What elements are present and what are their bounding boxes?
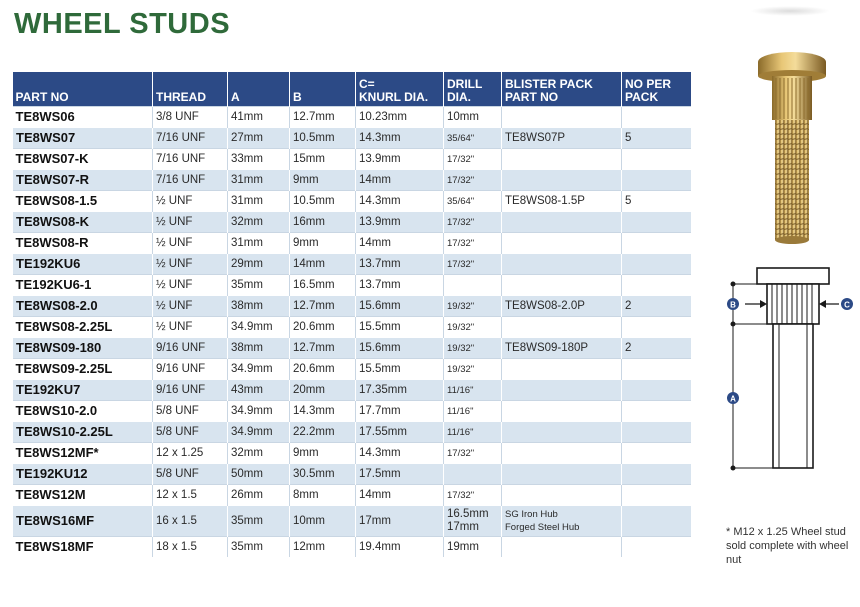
table-header-row xyxy=(13,72,691,107)
drill-dia-cell xyxy=(444,443,502,464)
drill-dia-cell xyxy=(444,401,502,422)
thread-cell: ½ UNF xyxy=(153,296,228,317)
table-row xyxy=(13,149,691,170)
per-pack-cell xyxy=(622,149,691,170)
diagram-head xyxy=(757,268,829,284)
thread-cell: 7/16 UNF xyxy=(153,149,228,170)
knurl-dia-cell: 13.7mm xyxy=(356,254,444,275)
knurl-dia-cell: 13.9mm xyxy=(356,149,444,170)
drill-dia-value: 11/16" xyxy=(447,405,474,417)
per-pack-cell xyxy=(622,506,691,537)
dimension-a-cell: 34.9mm xyxy=(228,359,290,380)
drill-dia-cell xyxy=(444,464,502,485)
thread-cell: 5/8 UNF xyxy=(153,422,228,443)
dimension-b-cell: 10.5mm xyxy=(290,128,356,149)
column-header-line: PART NO xyxy=(505,90,559,104)
per-pack-cell xyxy=(622,212,691,233)
dimension-a-cell: 27mm xyxy=(228,128,290,149)
per-pack-cell xyxy=(622,401,691,422)
thread-cell: 9/16 UNF xyxy=(153,338,228,359)
per-pack-cell xyxy=(622,170,691,191)
dimension-b-cell: 20mm xyxy=(290,380,356,401)
dimension-a-cell: 34.9mm xyxy=(228,401,290,422)
column-header xyxy=(622,72,691,107)
dimension-b-cell: 20.6mm xyxy=(290,359,356,380)
drill-dia-cell xyxy=(444,537,502,558)
dimension-a-cell: 34.9mm xyxy=(228,317,290,338)
dimension-a-cell: 41mm xyxy=(228,107,290,128)
dimension-b-cell: 16.5mm xyxy=(290,275,356,296)
per-pack-cell xyxy=(622,422,691,443)
blister-pack-cell xyxy=(502,359,622,380)
per-pack-cell xyxy=(622,485,691,506)
column-header-line: NO PER xyxy=(625,77,672,91)
dimension-a-cell: 31mm xyxy=(228,233,290,254)
per-pack-cell: 5 xyxy=(622,128,691,149)
dimension-a-cell: 32mm xyxy=(228,212,290,233)
part-number-cell: TE8WS07 xyxy=(13,128,153,149)
dimension-b-cell: 8mm xyxy=(290,485,356,506)
drill-dia-cell xyxy=(444,296,502,317)
column-header xyxy=(502,72,622,107)
per-pack-cell xyxy=(622,317,691,338)
per-pack-cell: 2 xyxy=(622,338,691,359)
table-row xyxy=(13,506,691,537)
drill-dia-cell xyxy=(444,485,502,506)
drill-dia-cell xyxy=(444,380,502,401)
dimension-b-cell: 10mm xyxy=(290,506,356,537)
column-header-line: PACK xyxy=(625,90,659,104)
blister-pack-cell xyxy=(502,422,622,443)
per-pack-cell: 2 xyxy=(622,296,691,317)
part-number-cell: TE8WS12MF* xyxy=(13,443,153,464)
dimension-a-cell: 50mm xyxy=(228,464,290,485)
dimension-b-cell: 30.5mm xyxy=(290,464,356,485)
table-row xyxy=(13,296,691,317)
table-row xyxy=(13,464,691,485)
drill-dia-value: 19/32" xyxy=(447,342,475,354)
knurl-dia-cell: 14.3mm xyxy=(356,191,444,212)
thread-cell: ½ UNF xyxy=(153,275,228,296)
thread-cell: ½ UNF xyxy=(153,212,228,233)
part-number-cell: TE8WS08-2.25L xyxy=(13,317,153,338)
blister-pack-cell xyxy=(502,233,622,254)
per-pack-cell xyxy=(622,107,691,128)
per-pack-cell xyxy=(622,464,691,485)
part-number-cell: TE8WS12M xyxy=(13,485,153,506)
drill-dia-value: 19/32" xyxy=(447,363,475,375)
blister-pack-cell xyxy=(502,296,622,317)
part-number-cell: TE8WS18MF xyxy=(13,537,153,558)
blister-pack-cell xyxy=(502,317,622,338)
drill-dia-value: 17/32" xyxy=(447,216,475,228)
table-row xyxy=(13,338,691,359)
thread-cell: 5/8 UNF xyxy=(153,464,228,485)
table-row xyxy=(13,107,691,128)
knurl-dia-cell: 14mm xyxy=(356,485,444,506)
table-row xyxy=(13,170,691,191)
table-row xyxy=(13,317,691,338)
stud-dimension-diagram xyxy=(715,262,857,477)
blister-pack-value: TE8WS08-1.5P xyxy=(505,194,585,207)
column-header-line: DIA. xyxy=(447,90,471,104)
blister-pack-value: Forged Steel Hub xyxy=(505,522,580,533)
part-number-cell: TE8WS06 xyxy=(13,107,153,128)
dimension-b-cell: 20.6mm xyxy=(290,317,356,338)
blister-pack-value: TE8WS07P xyxy=(505,131,566,144)
thread-cell: 16 x 1.5 xyxy=(153,506,228,537)
table-row xyxy=(13,422,691,443)
dimension-a-cell: 38mm xyxy=(228,338,290,359)
per-pack-cell xyxy=(622,233,691,254)
blister-pack-cell xyxy=(502,170,622,191)
drill-dia-cell xyxy=(444,233,502,254)
dimension-a-cell: 31mm xyxy=(228,191,290,212)
column-header-line: PART NO xyxy=(15,90,69,104)
drill-dia-value: 17/32" xyxy=(447,258,475,270)
blister-pack-value: TE8WS09-180P xyxy=(505,341,589,354)
knurl-dia-cell: 13.7mm xyxy=(356,275,444,296)
drill-dia-cell xyxy=(444,170,502,191)
column-header xyxy=(290,72,356,107)
table-row xyxy=(13,233,691,254)
part-number-cell: TE8WS10-2.25L xyxy=(13,422,153,443)
dimension-a-cell: 29mm xyxy=(228,254,290,275)
page-title: WHEEL STUDS xyxy=(14,8,231,40)
table-row xyxy=(13,212,691,233)
decorative-blur xyxy=(750,6,830,16)
column-header-line: A xyxy=(231,90,240,104)
per-pack-cell xyxy=(622,275,691,296)
part-number-cell: TE8WS09-180 xyxy=(13,338,153,359)
blister-pack-cell xyxy=(502,254,622,275)
per-pack-cell xyxy=(622,443,691,464)
part-number-cell: TE192KU6 xyxy=(13,254,153,275)
thread-cell: 18 x 1.5 xyxy=(153,537,228,558)
blister-pack-cell xyxy=(502,401,622,422)
part-number-cell: TE192KU7 xyxy=(13,380,153,401)
knurl-dia-cell: 17mm xyxy=(356,506,444,537)
blister-pack-cell xyxy=(502,338,622,359)
knurl-dia-cell: 17.5mm xyxy=(356,464,444,485)
table-row xyxy=(13,380,691,401)
per-pack-cell xyxy=(622,254,691,275)
dimension-b-cell: 9mm xyxy=(290,233,356,254)
dimension-b-cell: 10.5mm xyxy=(290,191,356,212)
part-number-cell: TE8WS08-R xyxy=(13,233,153,254)
knurl-dia-cell: 17.55mm xyxy=(356,422,444,443)
blister-pack-cell xyxy=(502,275,622,296)
drill-dia-value: 11/16" xyxy=(447,384,474,396)
blister-pack-cell xyxy=(502,485,622,506)
footnote: * M12 x 1.25 Wheel stud sold complete with wheel nut xyxy=(726,526,849,566)
knurl-dia-cell: 17.7mm xyxy=(356,401,444,422)
dimension-a-cell: 43mm xyxy=(228,380,290,401)
table-row xyxy=(13,254,691,275)
stud-thread xyxy=(775,120,809,240)
per-pack-cell: 5 xyxy=(622,191,691,212)
dimension-b-cell: 12.7mm xyxy=(290,107,356,128)
part-number-cell: TE8WS10-2.0 xyxy=(13,401,153,422)
column-header-line: DRILL xyxy=(447,77,483,91)
blister-pack-cell xyxy=(502,128,622,149)
part-number-cell: TE192KU12 xyxy=(13,464,153,485)
part-number-cell: TE8WS08-1.5 xyxy=(13,191,153,212)
dimension-b-cell: 16mm xyxy=(290,212,356,233)
column-header-line: KNURL DIA. xyxy=(359,90,429,104)
drill-dia-value: 17/32" xyxy=(447,174,475,186)
dimension-b-cell: 12mm xyxy=(290,537,356,558)
dimension-b-cell: 12.7mm xyxy=(290,296,356,317)
thread-cell: ½ UNF xyxy=(153,233,228,254)
knurl-dia-cell: 14.3mm xyxy=(356,443,444,464)
drill-dia-cell xyxy=(444,212,502,233)
dimension-a-cell: 35mm xyxy=(228,537,290,558)
dimension-a-cell: 31mm xyxy=(228,170,290,191)
column-header-line: THREAD xyxy=(156,90,206,104)
table-row xyxy=(13,401,691,422)
column-header xyxy=(153,72,228,107)
part-number-cell: TE8WS07-K xyxy=(13,149,153,170)
blister-pack-cell xyxy=(502,537,622,558)
drill-dia-value: 17/32" xyxy=(447,237,475,249)
drill-dia-value: 17/32" xyxy=(447,489,475,501)
drill-dia-value: 19mm xyxy=(447,540,479,553)
knurl-dia-cell: 14mm xyxy=(356,170,444,191)
column-header xyxy=(13,72,153,107)
column-header-line: C= xyxy=(359,77,375,91)
knurl-dia-cell: 14mm xyxy=(356,233,444,254)
knurl-dia-cell: 13.9mm xyxy=(356,212,444,233)
dimension-c-label: C xyxy=(844,300,850,310)
wheel-studs-table-container xyxy=(12,72,690,557)
drill-dia-cell xyxy=(444,149,502,170)
knurl-dia-cell: 15.5mm xyxy=(356,359,444,380)
knurl-dia-cell: 15.5mm xyxy=(356,317,444,338)
drill-dia-cell xyxy=(444,317,502,338)
knurl-dia-cell: 10.23mm xyxy=(356,107,444,128)
per-pack-cell xyxy=(622,537,691,558)
knurl-dia-cell: 14.3mm xyxy=(356,128,444,149)
dimension-a-cell: 32mm xyxy=(228,443,290,464)
table-row xyxy=(13,485,691,506)
drill-dia-value: 10mm xyxy=(447,110,479,123)
part-number-cell: TE8WS07-R xyxy=(13,170,153,191)
drill-dia-cell xyxy=(444,128,502,149)
per-pack-cell xyxy=(622,359,691,380)
drill-dia-value: 19/32" xyxy=(447,300,475,312)
thread-cell: 5/8 UNF xyxy=(153,401,228,422)
table-row xyxy=(13,537,691,558)
column-header xyxy=(444,72,502,107)
dimension-b-cell: 14.3mm xyxy=(290,401,356,422)
table-row xyxy=(13,128,691,149)
drill-dia-value: 17/32" xyxy=(447,153,475,165)
dimension-b-cell: 15mm xyxy=(290,149,356,170)
dimension-b-cell: 9mm xyxy=(290,443,356,464)
drill-dia-cell xyxy=(444,422,502,443)
table-row xyxy=(13,275,691,296)
thread-cell: 9/16 UNF xyxy=(153,359,228,380)
wheel-studs-table xyxy=(12,72,691,557)
thread-cell: 7/16 UNF xyxy=(153,170,228,191)
dimension-b-cell: 12.7mm xyxy=(290,338,356,359)
blister-pack-cell xyxy=(502,191,622,212)
table-row xyxy=(13,359,691,380)
dimension-b-label: B xyxy=(730,300,736,310)
part-number-cell: TE8WS08-K xyxy=(13,212,153,233)
knurl-dia-cell: 15.6mm xyxy=(356,338,444,359)
dimension-a-cell: 35mm xyxy=(228,506,290,537)
thread-cell: ½ UNF xyxy=(153,191,228,212)
part-number-cell: TE192KU6-1 xyxy=(13,275,153,296)
dimension-a-label: A xyxy=(730,394,736,404)
blister-pack-cell xyxy=(502,107,622,128)
wheel-stud-photo xyxy=(752,50,832,250)
thread-cell: 12 x 1.25 xyxy=(153,443,228,464)
drill-dia-cell xyxy=(444,275,502,296)
blister-pack-cell xyxy=(502,443,622,464)
thread-cell: 12 x 1.5 xyxy=(153,485,228,506)
knurl-dia-cell: 17.35mm xyxy=(356,380,444,401)
knurl-dia-cell: 15.6mm xyxy=(356,296,444,317)
thread-cell: 9/16 UNF xyxy=(153,380,228,401)
dimension-a-cell: 26mm xyxy=(228,485,290,506)
column-header xyxy=(228,72,290,107)
drill-dia-value: 17mm xyxy=(447,521,479,533)
drill-dia-value: 17/32" xyxy=(447,447,475,459)
thread-cell: ½ UNF xyxy=(153,317,228,338)
dimension-b-cell: 14mm xyxy=(290,254,356,275)
dimension-a-cell: 35mm xyxy=(228,275,290,296)
column-header xyxy=(356,72,444,107)
blister-pack-cell xyxy=(502,380,622,401)
column-header-line: B xyxy=(293,90,302,104)
drill-dia-cell xyxy=(444,191,502,212)
dimension-b-cell: 22.2mm xyxy=(290,422,356,443)
blister-pack-value: SG Iron Hub xyxy=(505,509,558,520)
part-number-cell: TE8WS08-2.0 xyxy=(13,296,153,317)
drill-dia-value: 35/64" xyxy=(447,132,475,144)
drill-dia-value: 11/16" xyxy=(447,426,474,438)
drill-dia-value: 16.5mm xyxy=(447,508,489,520)
drill-dia-cell xyxy=(444,338,502,359)
dimension-a-cell: 33mm xyxy=(228,149,290,170)
column-header-line: BLISTER PACK xyxy=(505,77,593,91)
dimension-a-cell: 38mm xyxy=(228,296,290,317)
per-pack-cell xyxy=(622,380,691,401)
part-number-cell: TE8WS09-2.25L xyxy=(13,359,153,380)
drill-dia-value: 35/64" xyxy=(447,195,475,207)
thread-cell: 7/16 UNF xyxy=(153,128,228,149)
dimension-b-cell: 9mm xyxy=(290,170,356,191)
blister-pack-cell xyxy=(502,212,622,233)
blister-pack-value: TE8WS08-2.0P xyxy=(505,299,585,312)
drill-dia-value: 19/32" xyxy=(447,321,475,333)
thread-cell: ½ UNF xyxy=(153,254,228,275)
table-row xyxy=(13,191,691,212)
part-number-cell: TE8WS16MF xyxy=(13,506,153,537)
drill-dia-cell xyxy=(444,359,502,380)
knurl-dia-cell: 19.4mm xyxy=(356,537,444,558)
drill-dia-cell xyxy=(444,107,502,128)
diagram-knurl xyxy=(767,284,819,324)
dimension-a-cell: 34.9mm xyxy=(228,422,290,443)
blister-pack-cell xyxy=(502,149,622,170)
table-body xyxy=(13,107,691,558)
thread-cell: 3/8 UNF xyxy=(153,107,228,128)
blister-pack-cell xyxy=(502,506,622,537)
drill-dia-cell xyxy=(444,506,502,537)
table-row xyxy=(13,443,691,464)
blister-pack-cell xyxy=(502,464,622,485)
drill-dia-cell xyxy=(444,254,502,275)
